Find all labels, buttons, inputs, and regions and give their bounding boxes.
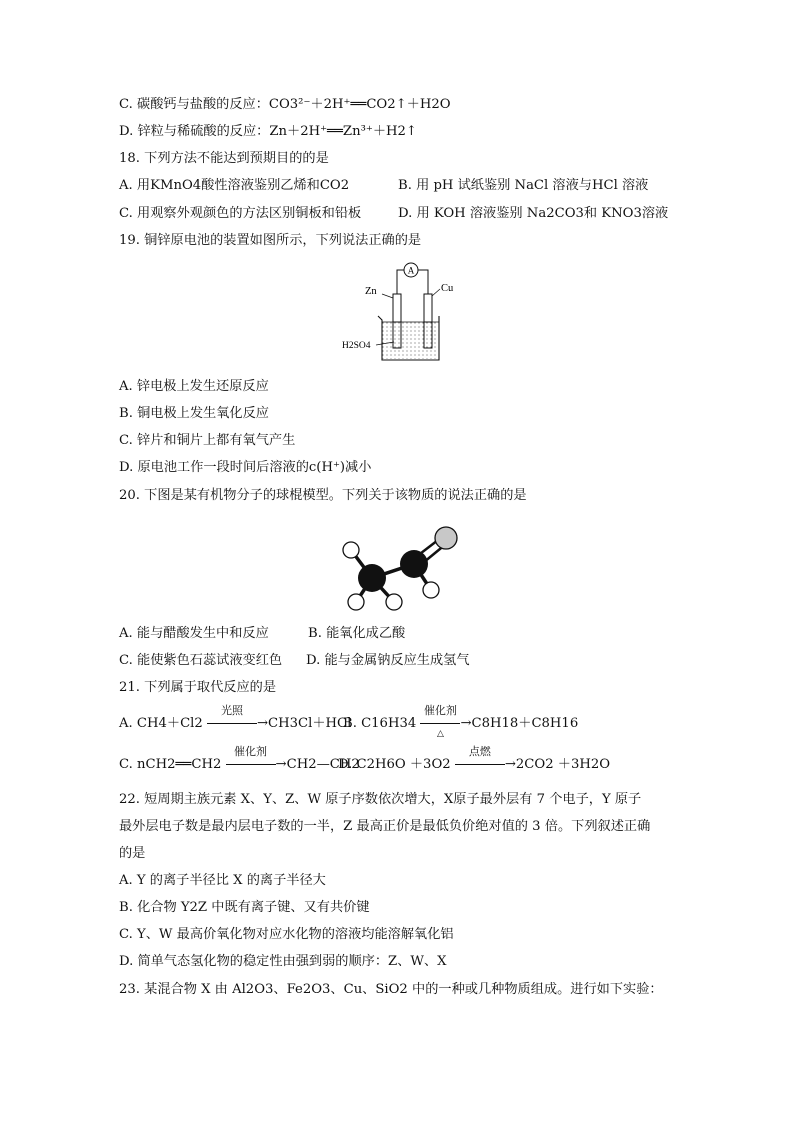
reaction-condition: 光照 — [220, 704, 243, 717]
q23-stem: 23. 某混合物 X 由 Al2O3、Fe2O3、Cu、SiO2 中的一种或几种物质组成。进行如下实验： — [119, 982, 663, 997]
q22-option-d: D. 简单气态氢化物的稳定性由强到弱的顺序：Z、W、X — [119, 954, 447, 969]
q22-stem-line-3: 的是 — [119, 846, 146, 861]
q21-b-reactants: B. C16H34 — [343, 716, 417, 731]
q19-option-a: A. 锌电极上发生还原反应 — [119, 379, 269, 394]
q18-option-a: A. 用KMnO4酸性溶液鉴别乙烯和CO2 — [119, 178, 350, 193]
galvanic-cell-diagram — [338, 258, 468, 370]
h2so4-label: H2SO4 — [342, 341, 371, 351]
q17-option-c: C. 碳酸钙与盐酸的反应：CO3²⁻＋2H⁺══CO2↑＋H2O — [119, 97, 451, 112]
q21-c-reactants: C. nCH2══CH2 — [119, 757, 222, 772]
q21-option-a: A. CH4＋Cl2 光照 →CH3Cl＋HCl — [119, 715, 351, 734]
q20-stem: 20. 下图是某有机物分子的球棍模型。下列关于该物质的说法正确的是 — [119, 488, 527, 503]
q22-stem-line-2: 最外层电子数是最内层电子数的一半，Z 最高正价是最低负价绝对值的 3 倍。下列叙述正确 — [119, 819, 651, 834]
q18-option-c: C. 用观察外观颜色的方法区别铜板和铅板 — [119, 206, 362, 221]
q21-stem: 21. 下列属于取代反应的是 — [119, 680, 277, 695]
q21-b-products: C8H18＋C8H16 — [471, 716, 579, 731]
reaction-arrow — [226, 745, 276, 775]
ball-and-stick-model — [334, 522, 464, 616]
cu-label: Cu — [441, 283, 454, 294]
q21-d-reactants: D. C2H6O ＋3O2 — [338, 757, 451, 772]
heat-symbol: △ — [436, 729, 444, 739]
q22-option-c: C. Y、W 最高价氧化物对应水化物的溶液均能溶解氧化铝 — [119, 927, 454, 942]
q21-c-products: CH2—CH2 — [286, 757, 360, 772]
q18-stem: 18. 下列方法不能达到预期目的的是 — [119, 151, 329, 166]
q19-option-d: D. 原电池工作一段时间后溶液的c(H⁺)减小 — [119, 460, 372, 475]
ammeter-label: A — [407, 265, 415, 276]
q21-option-d: D. C2H6O ＋3O2 点燃 →2CO2 ＋3H2O — [338, 756, 610, 775]
q21-option-b: B. C16H34 催化剂 △ →C8H18＋C8H16 — [343, 715, 578, 734]
q18-option-d: D. 用 KOH 溶液鉴别 Na2CO3和 KNO3溶液 — [398, 206, 669, 221]
reaction-arrow — [207, 704, 257, 734]
carbon-atom — [358, 564, 386, 592]
q21-a-reactants: A. CH4＋Cl2 — [119, 716, 203, 731]
q22-option-a: A. Y 的离子半径比 X 的离子半径大 — [119, 873, 326, 888]
oxygen-atom — [435, 527, 457, 549]
q17-option-d: D. 锌粒与稀硫酸的反应：Zn＋2H⁺══Zn³⁺＋H2↑ — [119, 124, 417, 139]
q20-option-a: A. 能与醋酸发生中和反应 — [119, 626, 269, 641]
q20-option-b: B. 能氧化成乙酸 — [308, 626, 406, 641]
reaction-condition: 催化剂 — [423, 704, 457, 717]
hydrogen-atom — [343, 542, 359, 558]
q22-stem-line-1: 22. 短周期主族元素 X、Y、Z、W 原子序数依次增大，X原子最外层有 7 个电子，Y 原子 — [119, 792, 642, 807]
hydrogen-atom — [386, 594, 402, 610]
zn-label: Zn — [365, 286, 377, 297]
reaction-condition: 点燃 — [468, 745, 491, 758]
q19-option-b: B. 铜电极上发生氧化反应 — [119, 406, 269, 421]
hydrogen-atom — [348, 594, 364, 610]
reaction-condition: 催化剂 — [234, 745, 268, 758]
q20-option-c: C. 能使紫色石蕊试液变红色 — [119, 653, 283, 668]
reaction-arrow — [455, 745, 505, 775]
q22-option-b: B. 化合物 Y2Z 中既有离子键、又有共价键 — [119, 900, 370, 915]
q21-d-products: 2CO2 ＋3H2O — [515, 757, 611, 772]
q21-option-c: C. nCH2══CH2 催化剂 →CH2—CH2 — [119, 756, 360, 775]
reaction-arrow — [420, 704, 460, 739]
hydrogen-atom — [423, 582, 439, 598]
q20-option-d: D. 能与金属钠反应生成氢气 — [306, 653, 470, 668]
q21-a-products: CH3Cl＋HCl — [268, 716, 352, 731]
q19-stem: 19. 铜锌原电池的装置如图所示，下列说法正确的是 — [119, 233, 422, 248]
carbon-atom — [400, 550, 428, 578]
q18-option-b: B. 用 pH 试纸鉴别 NaCl 溶液与HCl 溶液 — [398, 178, 649, 193]
q19-option-c: C. 锌片和铜片上都有氧气产生 — [119, 433, 296, 448]
